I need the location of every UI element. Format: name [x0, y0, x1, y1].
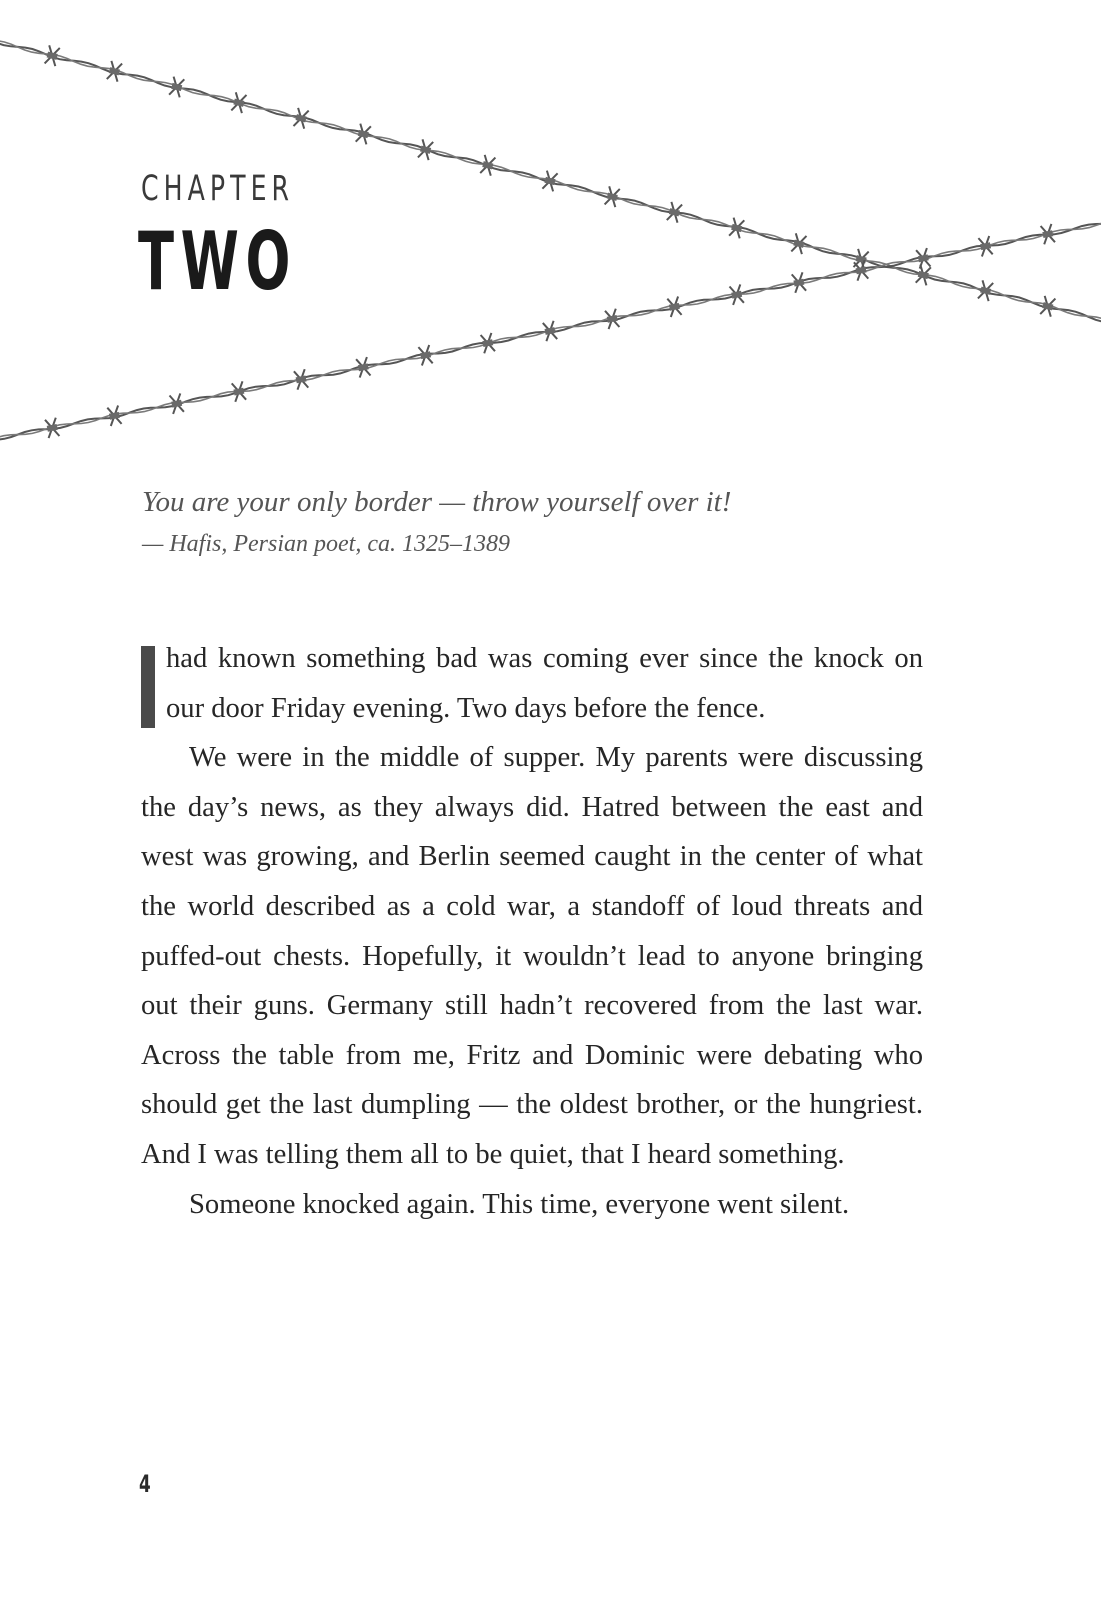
epigraph-quote: You are your only border — throw yourself over it! [142, 486, 732, 518]
body-paragraph-1-text: had known something bad was coming ever since the knock on our door Friday evening. Two days before the fence. [166, 643, 923, 724]
wire-ascending-barb [854, 260, 868, 281]
chapter-number: TWO [138, 215, 297, 308]
wire-ascending-barb [730, 284, 744, 305]
wire-ascending-barb [294, 369, 308, 390]
chapter-label: CHAPTER [141, 169, 295, 209]
body-paragraph-1 [141, 634, 923, 733]
wire-ascending-barb [667, 297, 681, 318]
wire-ascending-barb [792, 272, 806, 293]
body-paragraph-2: We were in the middle of supper. My parents were discussing the day’s news, as they always did. Hatred between the east and west was growing, and Berlin seemed caught in the center of what the world described as a cold war, a standoff of loud threats and puffed-out chests. Hopefully, it wouldn’t lead to anyone bringing out their guns. Germany still hadn’t recovered from the last war. Across the table from me, Fritz and Dominic were debating who should get the last dumpling — the oldest brother, or the hungriest. And I was telling them all to be quiet, that I heard something. [141, 742, 923, 1170]
body-paragraph-3: Someone knocked again. This time, everyone went silent. [189, 1188, 850, 1220]
wire-ascending-barb [1041, 224, 1055, 244]
epigraph [142, 482, 942, 560]
wire-ascending-barb [916, 248, 930, 269]
wire-ascending-barb [170, 393, 184, 414]
wire-ascending-barb [107, 406, 121, 427]
wire-ascending-barb [356, 357, 370, 378]
wire-ascending-barb [481, 333, 495, 353]
page-number: 4 [139, 1470, 151, 1498]
wire-ascending-barb [605, 309, 619, 329]
wire-ascending-barb [543, 321, 557, 341]
wire-ascending-barb [418, 345, 432, 366]
wire-ascending-barb [232, 381, 246, 402]
wire-ascending-barb [45, 418, 59, 438]
chapter-body-text [141, 634, 923, 1229]
drop-cap-letter [141, 646, 155, 728]
wire-ascending-barb [978, 236, 992, 257]
epigraph-attribution: — Hafis, Persian poet, ca. 1325–1389 [142, 531, 510, 557]
